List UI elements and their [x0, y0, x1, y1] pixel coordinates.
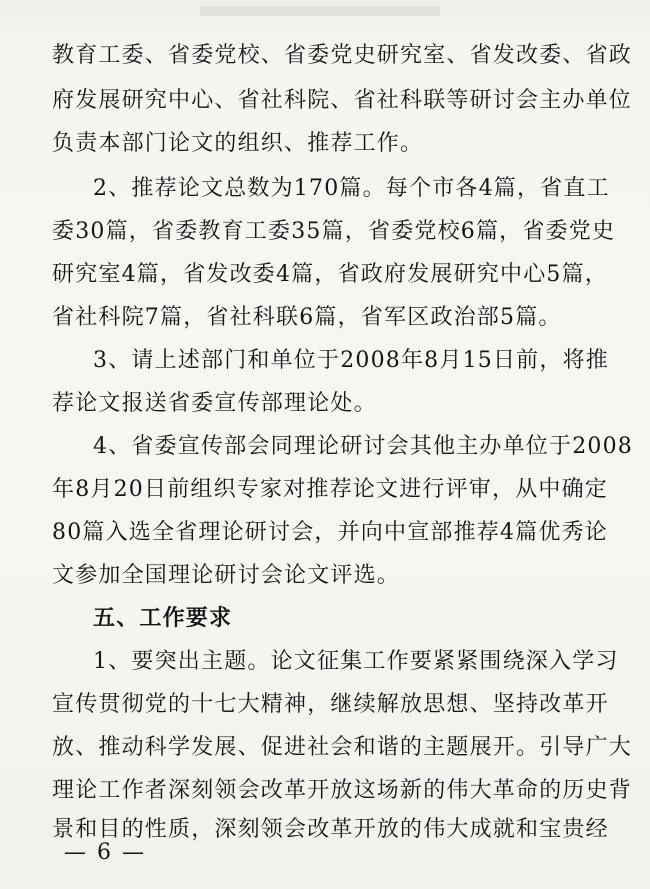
text-line: 研究室4篇，省发改委4篇，省政府发展研究中心5篇，: [52, 262, 608, 287]
text-line: 教育工委、省委党校、省委党史研究室、省发改委、省政: [52, 43, 633, 68]
page-number: — 6 —: [64, 840, 146, 865]
text-line: 80篇入选全省理论研讨会，并向中宣部推荐4篇优秀论: [52, 520, 608, 545]
text-line: 年8月20日前组织专家对推荐论文进行评审，从中确定: [52, 477, 608, 502]
text-line: 3、请上述部门和单位于2008年8月15日前，将推: [93, 348, 609, 373]
section-heading: 五、工作要求: [93, 606, 233, 631]
text-line: 负责本部门论文的组织、推荐工作。: [52, 131, 424, 156]
text-line: 荐论文报送省委宣传部理论处。: [52, 391, 377, 416]
text-line: 宣传贯彻党的十七大精神，继续解放思想、坚持改革开: [52, 692, 609, 717]
text-line: 2、推荐论文总数为170篇。每个市各4篇，省直工: [93, 176, 610, 201]
scan-artifact: [200, 6, 440, 16]
text-line: 委30篇，省委教育工委35篇，省委党校6篇，省委党史: [52, 219, 616, 244]
text-line: 府发展研究中心、省社科院、省社科联等研讨会主办单位: [52, 88, 633, 113]
text-line: 省社科院7篇，省社科联6篇，省军区政治部5篇。: [52, 305, 562, 330]
text-line: 文参加全国理论研讨会论文评选。: [52, 563, 401, 588]
text-line: 景和目的性质，深刻领会改革开放的伟大成就和宝贵经: [52, 817, 609, 842]
text-line: 放、推动科学发展、促进社会和谐的主题展开。引导广大: [52, 735, 633, 760]
text-line: 理论工作者深刻领会改革开放这场新的伟大革命的历史背: [52, 778, 633, 803]
text-line: 4、省委宣传部会同理论研讨会其他主办单位于2008: [93, 434, 633, 459]
text-line: 1、要突出主题。论文征集工作要紧紧围绕深入学习: [93, 649, 619, 674]
